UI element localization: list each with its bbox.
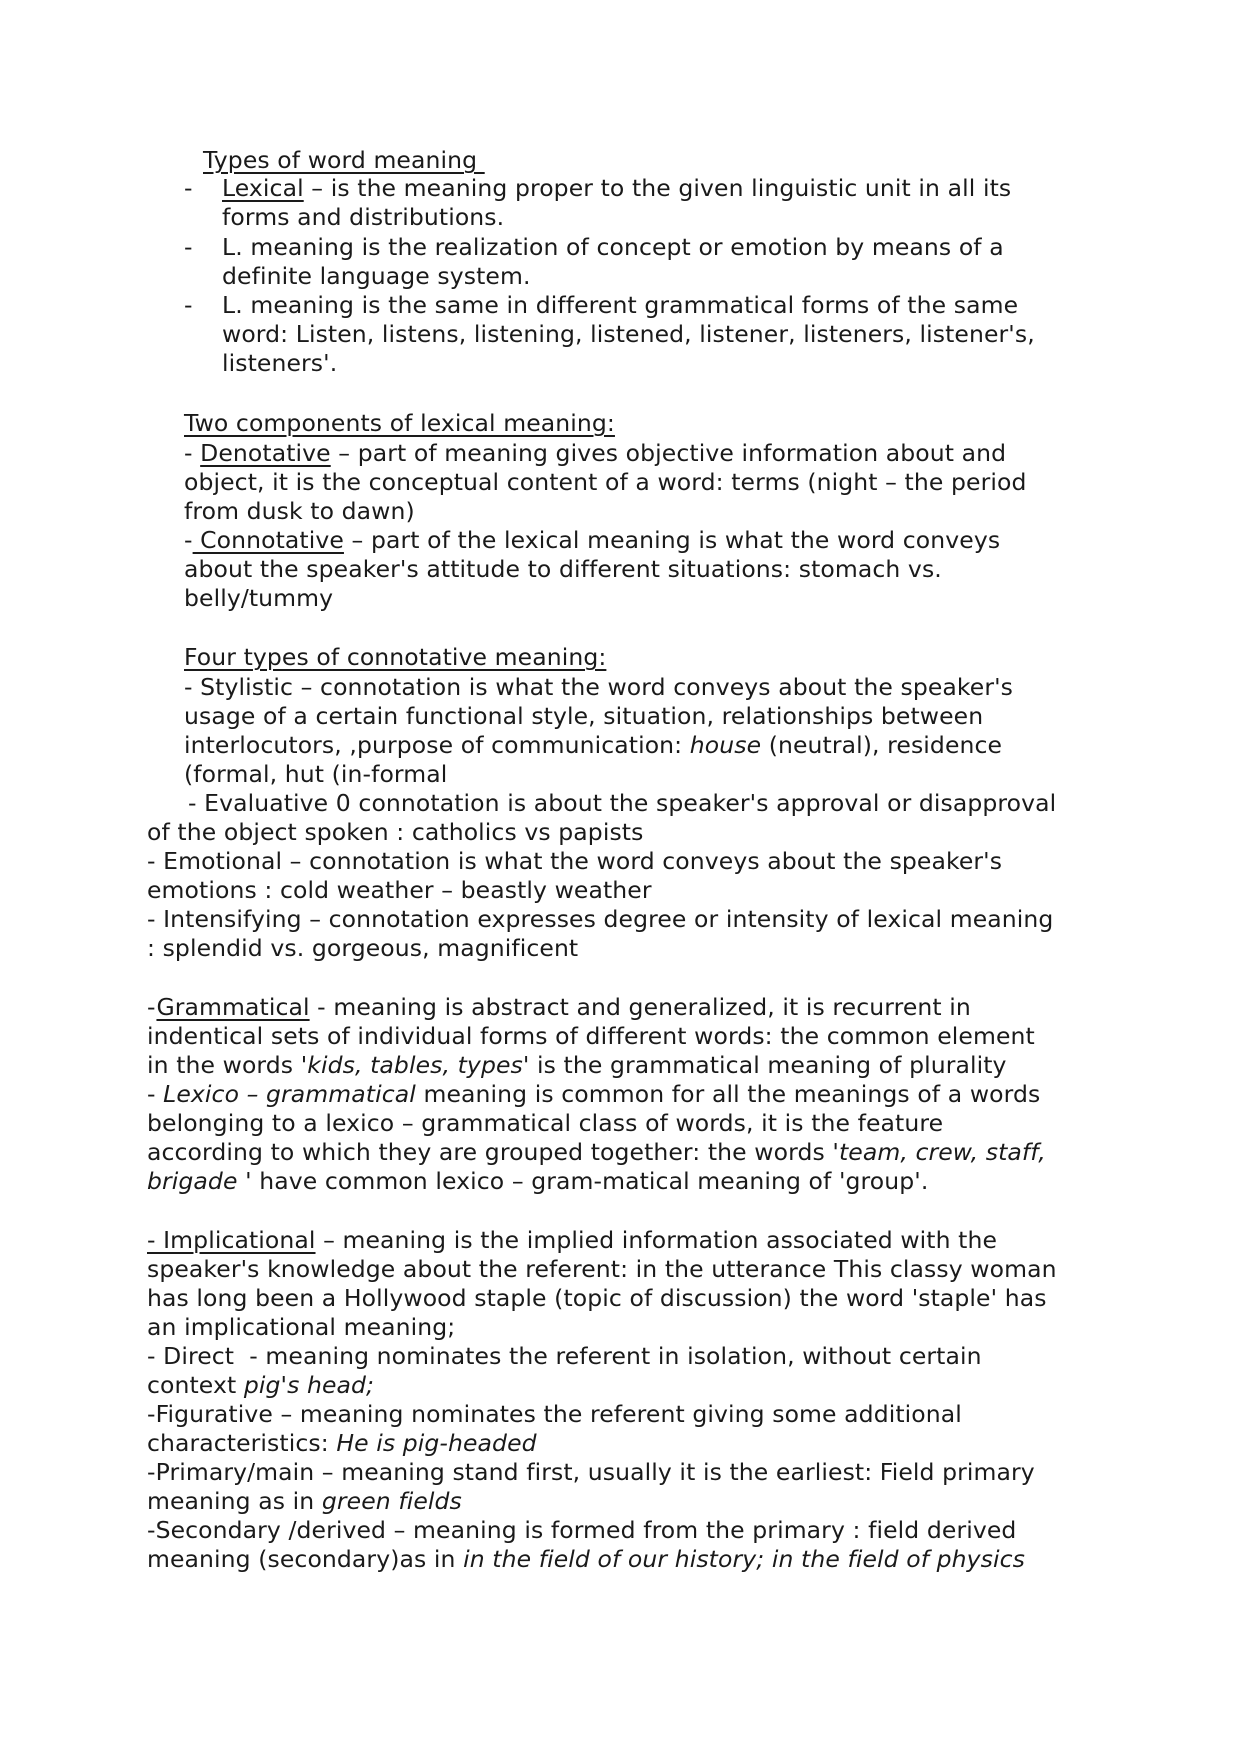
paragraph-text: – part of meaning gives objective information about and [330,439,1007,467]
example-pigs-head: pig's head; [243,1371,375,1399]
section-heading-connotative-types: Four types of connotative meaning: [184,643,607,671]
paragraph-text [147,1487,462,1516]
paragraph-text: has long been a Hollywood staple (topic of discussion) the word 'staple' has [147,1284,1047,1312]
example-brigade: brigade [147,1167,238,1195]
bullet-text: L. meaning is the realization of concept or emotion by means of a [222,233,1004,261]
bullet-text: listeners'. [222,349,338,377]
paragraph-emotional: - Emotional – connotation is what the word conveys about the speaker's [147,847,1003,875]
paragraph-primary: -Primary/main – meaning stand first, usually it is the earliest: Field primary [147,1458,1035,1486]
paragraph-text: usage of a certain functional style, situation, relationships between [184,702,984,730]
example-house: house [689,731,762,759]
paragraph-text [147,1371,374,1400]
example-group: team, crew, staff, [838,1138,1046,1166]
paragraph-text: – part of the lexical meaning is what the word conveys [343,526,1001,554]
bullet-text: word: Listen, listens, listening, listened, listener, listeners, listener's, [222,320,1035,348]
paragraph-text: (formal, hut (in-formal [184,760,448,788]
text-run: ' have common lexico – gram-matical meaning of 'group'. [237,1167,929,1195]
text-run: interlocutors, ,purpose of communication: [184,731,690,759]
paragraph-text: - meaning is abstract and generalized, it is recurrent in [309,993,971,1021]
term-implicational: - Implicational [147,1226,316,1254]
paragraph-text [147,1167,928,1196]
paragraph-grammatical [147,993,971,1022]
term-lexical: Lexical [222,174,304,202]
paragraph-intensifying: - Intensifying – connotation expresses degree or intensity of lexical meaning [147,905,1054,933]
dash: - [184,439,201,467]
dash: - [147,1080,164,1108]
term-connotative: Connotative [192,526,344,554]
paragraph-text: of the object spoken : catholics vs papists [147,818,644,846]
text-run: meaning as in [147,1487,322,1515]
paragraph-stylistic: - Stylistic – connotation is what the word conveys about the speaker's [184,673,1014,701]
text-run: meaning (secondary)as in [147,1545,464,1573]
bullet-lexical [222,174,1011,203]
paragraph-text: belly/tummy [184,584,334,612]
paragraph-text: an implicational meaning; [147,1313,456,1341]
dash: - [147,993,157,1021]
paragraph-text [147,1429,537,1458]
bullet-text: definite language system. [222,262,531,290]
paragraph-connotative [184,526,1000,555]
dash: - [184,526,193,554]
paragraph-implicational [147,1226,997,1255]
term-grammatical: Grammatical [156,993,310,1021]
paragraph-text: indentical sets of individual forms of different words: the common element [147,1022,1035,1050]
paragraph-text [147,1545,1025,1574]
bullet-text: L. meaning is the same in different grammatical forms of the same [222,291,1019,319]
paragraph-evaluative: - Evaluative 0 connotation is about the speaker's approval or disapproval [188,789,1057,817]
paragraph-direct: - Direct - meaning nominates the referent in isolation, without certain [147,1342,982,1370]
paragraph-text: : splendid vs. gorgeous, magnificent [147,934,579,962]
text-run: (neutral), residence [761,731,1003,759]
text-run: context [147,1371,244,1399]
text-run: characteristics: [147,1429,337,1457]
bullet-marker: - [184,233,193,261]
paragraph-text: emotions : cold weather – beastly weather [147,876,652,904]
paragraph-lexico-grammatical [147,1080,1040,1109]
paragraph-text [147,1138,1046,1167]
page-title: Types of word meaning [203,146,485,174]
paragraph-secondary: -Secondary /derived – meaning is formed from the primary : field derived [147,1516,1017,1544]
section-heading-components: Two components of lexical meaning: [184,409,615,437]
bullet-text: – is the meaning proper to the given linguistic unit in all its [303,174,1012,202]
paragraph-denotative [184,439,1006,468]
text-run: is the grammatical meaning of plurality [529,1051,1007,1079]
bullet-text: forms and distributions. [222,203,505,231]
paragraph-text: meaning is common for all the meanings of a words [415,1080,1041,1108]
paragraph-text: object, it is the conceptual content of a word: terms (night – the period [184,468,1027,496]
paragraph-figurative: -Figurative – meaning nominates the referent giving some additional [147,1400,962,1428]
example-plurality: kids, tables, types' [307,1051,530,1079]
text-run: according to which they are grouped together: the words ' [147,1138,839,1166]
paragraph-text: belonging to a lexico – grammatical class of words, it is the feature [147,1109,944,1137]
paragraph-text: speaker's knowledge about the referent: in the utterance This classy woman [147,1255,1057,1283]
example-pig-headed: He is pig-headed [336,1429,537,1457]
term-denotative: Denotative [200,439,331,467]
example-field-history: in the field of our history; in the field of physics [463,1545,1026,1573]
term-lexico-grammatical: Lexico – grammatical [163,1080,416,1108]
paragraph-text: from dusk to dawn) [184,497,415,525]
paragraph-text: about the speaker's attitude to different situations: stomach vs. [184,555,942,583]
paragraph-text: – meaning is the implied information associated with the [315,1226,998,1254]
example-green-fields: green fields [321,1487,462,1515]
paragraph-text [184,731,1002,760]
bullet-marker: - [184,291,193,319]
paragraph-text [147,1051,1007,1080]
bullet-marker: - [184,174,193,202]
text-run: in the words ' [147,1051,308,1079]
